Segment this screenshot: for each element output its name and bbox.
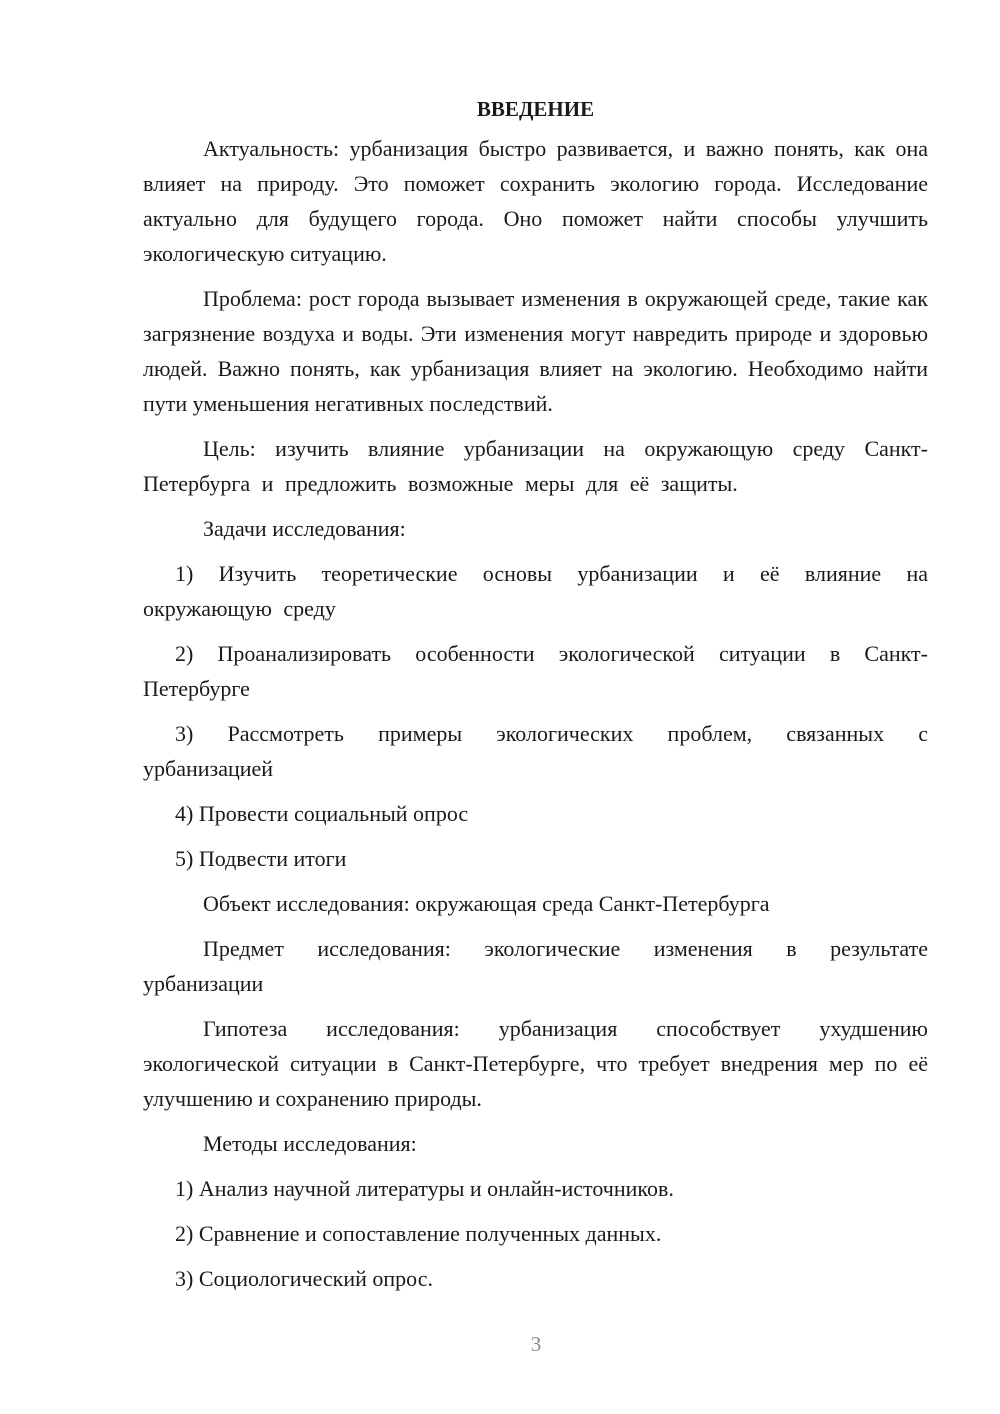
method-item-2: 2) Сравнение и сопоставление полученных данных. bbox=[175, 1221, 662, 1246]
task-item-4: 4) Провести социальный опрос bbox=[175, 801, 469, 826]
page-number: 3 bbox=[530, 1332, 542, 1356]
method-item-1: 1) Анализ научной литературы и онлайн-источников. bbox=[175, 1176, 674, 1201]
task-item-3: 3) Рассмотреть примеры экологических проблем, связанных с урбанизацией bbox=[143, 721, 928, 781]
subject-paragraph: Предмет исследования: экологические изменения в результате урбанизации bbox=[143, 936, 928, 996]
task-item-1: 1) Изучить теоретические основы урбанизации и её влияние на окружающую среду bbox=[143, 561, 928, 621]
object-paragraph: Объект исследования: окружающая среда Санкт-Петербурга bbox=[203, 891, 770, 916]
task-item-5: 5) Подвести итоги bbox=[175, 846, 347, 871]
hypothesis-paragraph: Гипотеза исследования: урбанизация способствует ухудшению экологической ситуации в Санкт-Петербурге, что требует внедрения мер по её улучшению и сохранению природы. bbox=[143, 1016, 928, 1111]
relevance-paragraph: Актуальность: урбанизация быстро развивается, и важно понять, как она влияет на природу. Это поможет сохранить экологию города. Исследование актуально для будущего города. Оно поможет найти способы улучшить экологическую ситуацию. bbox=[143, 136, 928, 266]
method-item-3: 3) Социологический опрос. bbox=[175, 1266, 433, 1291]
goal-paragraph: Цель: изучить влияние урбанизации на окружающую среду Санкт-Петербурга и предложить возможные меры для её защиты. bbox=[143, 436, 928, 496]
methods-heading: Методы исследования: bbox=[203, 1131, 417, 1156]
tasks-heading: Задачи исследования: bbox=[203, 516, 406, 541]
document-page bbox=[143, 92, 928, 1306]
task-item-2: 2) Проанализировать особенности экологической ситуации в Санкт-Петербурге bbox=[143, 641, 928, 701]
page-title: ВВЕДЕНИЕ bbox=[476, 97, 595, 121]
problem-paragraph: Проблема: рост города вызывает изменения в окружающей среде, такие как загрязнение воздуха и воды. Эти изменения могут навредить природе и здоровью людей. Важно понять, как урбанизация влияет на экологию. Необходимо найти пути уменьшения негативных последствий. bbox=[143, 286, 928, 416]
